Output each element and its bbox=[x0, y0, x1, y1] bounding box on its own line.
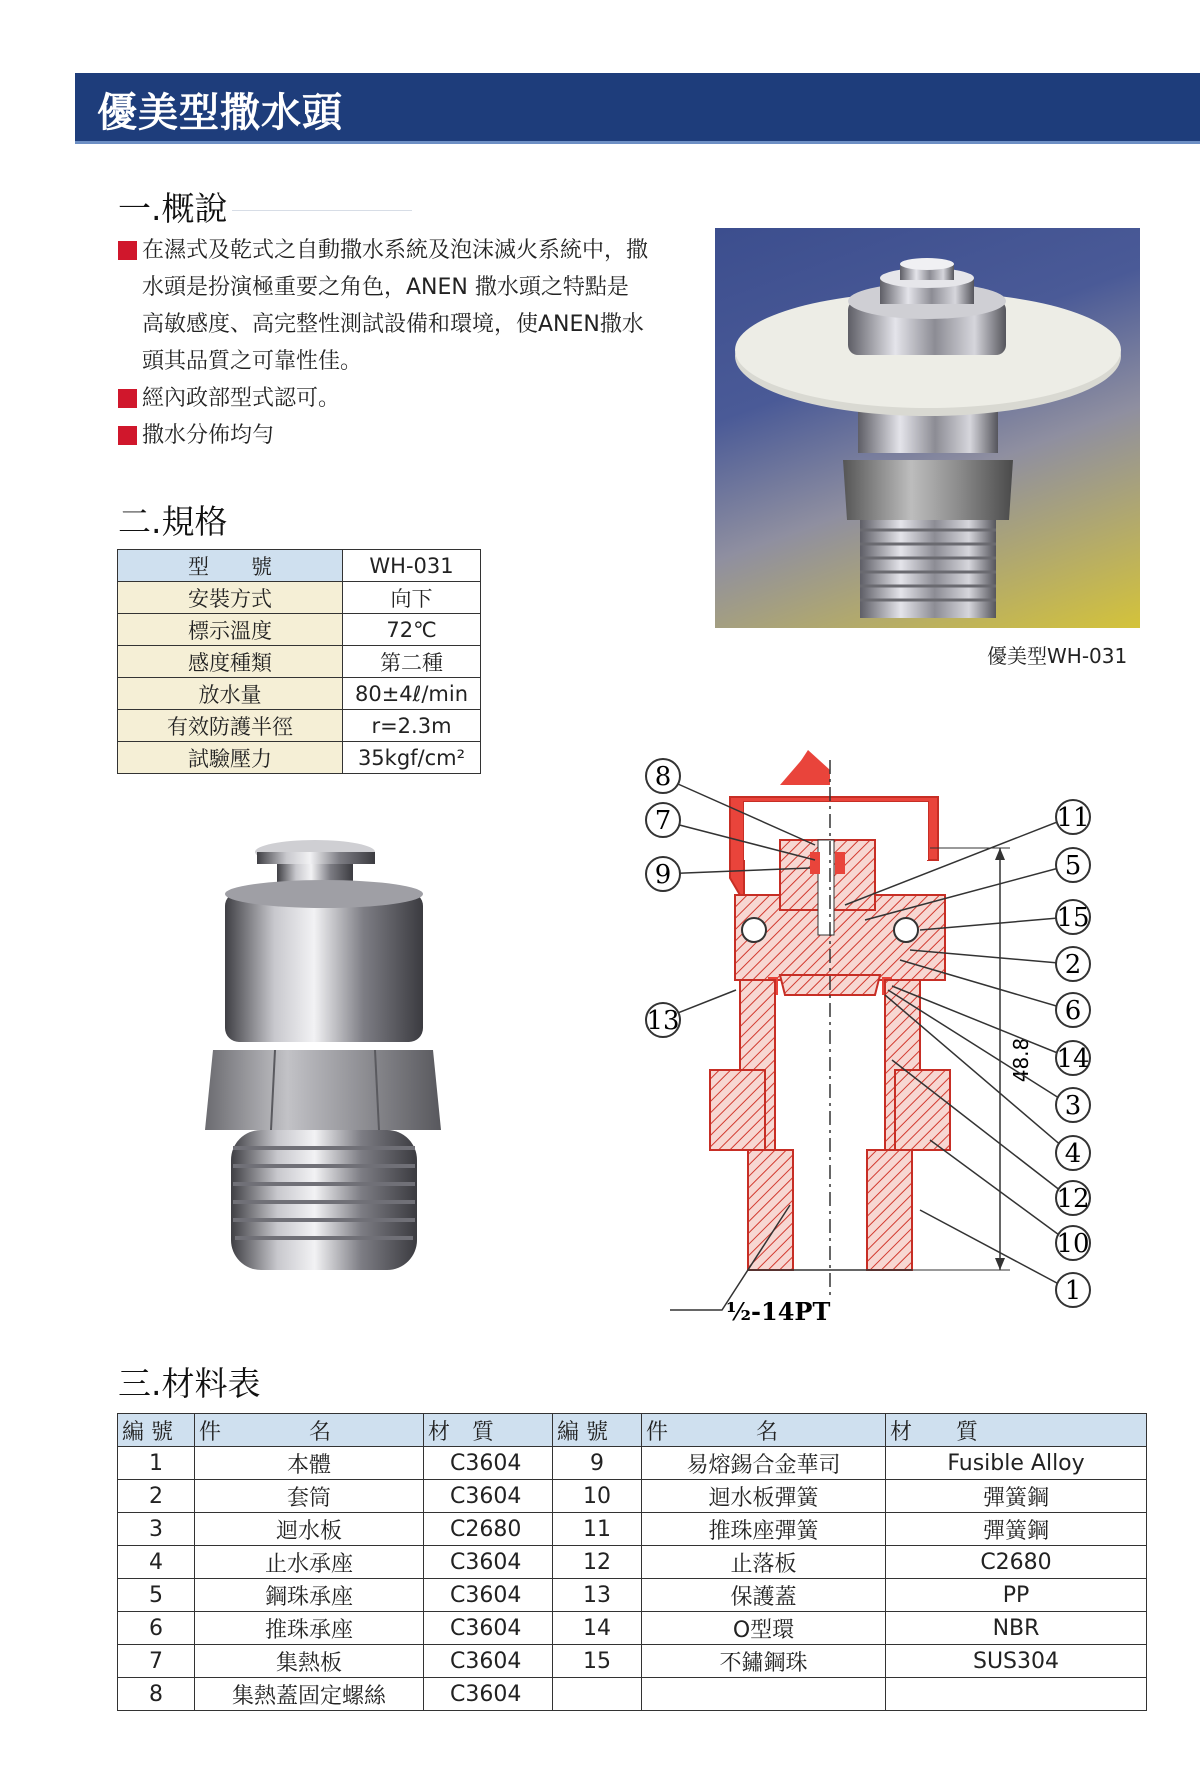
part-number: 1 bbox=[118, 1447, 195, 1480]
table-row bbox=[118, 1612, 1147, 1645]
part-name: 保護蓋 bbox=[642, 1579, 886, 1612]
column-header: 件 名 bbox=[642, 1414, 886, 1447]
specs-heading: 二.規格 bbox=[118, 502, 228, 541]
spec-value: 第二種 bbox=[343, 646, 481, 678]
spec-label: 型 號 bbox=[118, 550, 343, 582]
part-number: 11 bbox=[553, 1513, 642, 1546]
table-row bbox=[118, 742, 481, 774]
part-tag: 14 bbox=[1056, 1044, 1090, 1074]
title-banner bbox=[75, 73, 1200, 144]
part-number: 10 bbox=[553, 1480, 642, 1513]
part-tag: 4 bbox=[1064, 1139, 1082, 1169]
spec-label: 試驗壓力 bbox=[118, 742, 343, 774]
table-header-row bbox=[118, 1414, 1147, 1447]
table-row bbox=[118, 614, 481, 646]
part-name: 迴水板 bbox=[195, 1513, 424, 1546]
part-name: 推珠座彈簧 bbox=[642, 1513, 886, 1546]
photo-caption: 優美型WH-031 bbox=[987, 644, 1128, 668]
part-material: C3604 bbox=[424, 1447, 553, 1480]
red-square-bullet-icon bbox=[118, 426, 137, 445]
part-name: 止落板 bbox=[642, 1546, 886, 1579]
column-header: 材 質 bbox=[886, 1414, 1147, 1447]
column-header: 件 名 bbox=[195, 1414, 424, 1447]
bullet-item: 在濕式及乾式之自動撒水系統及泡沫滅火系統中，撒水頭是扮演極重要之角色，ANEN 撒水頭之特點是高敏感度、高完整性測試設備和環境，使ANEN撒水頭其品質之可靠性佳。 bbox=[118, 232, 648, 380]
part-tag: 6 bbox=[1064, 996, 1082, 1026]
part-material: SUS304 bbox=[886, 1645, 1147, 1678]
part-material: C3604 bbox=[424, 1612, 553, 1645]
table-row bbox=[118, 1645, 1147, 1678]
red-square-bullet-icon bbox=[118, 389, 137, 408]
part-number: 8 bbox=[118, 1678, 195, 1711]
materials-heading: 三.材料表 bbox=[118, 1364, 261, 1403]
part-material: C3604 bbox=[424, 1645, 553, 1678]
spec-table bbox=[117, 549, 481, 774]
height-dimension-label: 48.8 bbox=[1009, 1037, 1033, 1083]
part-tag: 11 bbox=[1056, 803, 1090, 833]
part-name bbox=[642, 1678, 886, 1711]
spec-label: 安裝方式 bbox=[118, 582, 343, 614]
red-square-bullet-icon bbox=[118, 241, 137, 260]
part-name: 迴水板彈簧 bbox=[642, 1480, 886, 1513]
page-title: 優美型撒水頭 bbox=[97, 90, 343, 136]
part-tag: 15 bbox=[1056, 903, 1090, 933]
part-name: 推珠承座 bbox=[195, 1612, 424, 1645]
table-row bbox=[118, 1480, 1147, 1513]
spec-value: r=2.3m bbox=[343, 710, 481, 742]
part-number: 13 bbox=[553, 1579, 642, 1612]
part-material: Fusible Alloy bbox=[886, 1447, 1147, 1480]
part-name: 集熱蓋固定螺絲 bbox=[195, 1678, 424, 1711]
part-name: 易熔錫合金華司 bbox=[642, 1447, 886, 1480]
part-material bbox=[886, 1678, 1147, 1711]
part-number: 3 bbox=[118, 1513, 195, 1546]
overview-heading: 一.概說 bbox=[118, 183, 412, 230]
part-number: 12 bbox=[553, 1546, 642, 1579]
table-row bbox=[118, 678, 481, 710]
part-tag: 7 bbox=[654, 806, 672, 836]
spec-value: 80±4ℓ/min bbox=[343, 678, 481, 710]
part-name: 集熱板 bbox=[195, 1645, 424, 1678]
materials-table bbox=[117, 1413, 1147, 1711]
table-row bbox=[118, 710, 481, 742]
table-row bbox=[118, 1546, 1147, 1579]
part-number: 4 bbox=[118, 1546, 195, 1579]
overview-bullets bbox=[118, 232, 648, 454]
part-tag: 5 bbox=[1064, 851, 1082, 881]
part-number: 7 bbox=[118, 1645, 195, 1678]
part-number bbox=[553, 1678, 642, 1711]
column-header: 編 號 bbox=[553, 1414, 642, 1447]
part-tag: 3 bbox=[1064, 1091, 1082, 1121]
part-tag: 8 bbox=[654, 762, 672, 792]
part-number: 9 bbox=[553, 1447, 642, 1480]
part-name: O型環 bbox=[642, 1612, 886, 1645]
product-photo bbox=[715, 228, 1140, 628]
thread-spec-label: ½-14PT bbox=[726, 1297, 831, 1326]
part-name: 套筒 bbox=[195, 1480, 424, 1513]
part-name: 止水承座 bbox=[195, 1546, 424, 1579]
spec-label: 放水量 bbox=[118, 678, 343, 710]
bullet-item: 經內政部型式認可。 bbox=[118, 380, 648, 417]
part-tag: 1 bbox=[1064, 1276, 1082, 1306]
table-row bbox=[118, 1447, 1147, 1480]
spec-value: WH-031 bbox=[343, 550, 481, 582]
part-material: C3604 bbox=[424, 1546, 553, 1579]
table-row bbox=[118, 1579, 1147, 1612]
table-row bbox=[118, 1513, 1147, 1546]
spec-value: 35kgf/cm² bbox=[343, 742, 481, 774]
column-header: 編 號 bbox=[118, 1414, 195, 1447]
spec-label: 標示溫度 bbox=[118, 614, 343, 646]
table-row bbox=[118, 646, 481, 678]
part-material: C3604 bbox=[424, 1579, 553, 1612]
part-tag: 10 bbox=[1056, 1229, 1090, 1259]
part-number: 15 bbox=[553, 1645, 642, 1678]
part-material: C3604 bbox=[424, 1480, 553, 1513]
column-header: 材 質 bbox=[424, 1414, 553, 1447]
part-tag: 12 bbox=[1056, 1184, 1090, 1214]
bullet-item: 撒水分佈均勻 bbox=[118, 417, 648, 454]
spec-label: 有效防護半徑 bbox=[118, 710, 343, 742]
part-material: PP bbox=[886, 1579, 1147, 1612]
table-row bbox=[118, 582, 481, 614]
part-material: 彈簧鋼 bbox=[886, 1480, 1147, 1513]
part-number: 5 bbox=[118, 1579, 195, 1612]
part-material: C2680 bbox=[424, 1513, 553, 1546]
spec-value: 向下 bbox=[343, 582, 481, 614]
right-part-tags bbox=[1056, 800, 1090, 1307]
spec-label: 感度種類 bbox=[118, 646, 343, 678]
cross-section-diagram bbox=[630, 740, 1110, 1340]
part-tag: 13 bbox=[646, 1006, 680, 1036]
part-number: 14 bbox=[553, 1612, 642, 1645]
part-tag: 2 bbox=[1064, 950, 1082, 980]
part-number: 6 bbox=[118, 1612, 195, 1645]
part-material: NBR bbox=[886, 1612, 1147, 1645]
part-material: C2680 bbox=[886, 1546, 1147, 1579]
part-name: 鋼珠承座 bbox=[195, 1579, 424, 1612]
table-row bbox=[118, 550, 481, 582]
spec-value: 72℃ bbox=[343, 614, 481, 646]
part-name: 本體 bbox=[195, 1447, 424, 1480]
part-material: C3604 bbox=[424, 1678, 553, 1711]
part-number: 2 bbox=[118, 1480, 195, 1513]
sprinkler-body-photo bbox=[205, 830, 445, 1280]
part-material: 彈簧鋼 bbox=[886, 1513, 1147, 1546]
part-tag: 9 bbox=[654, 860, 672, 890]
table-row bbox=[118, 1678, 1147, 1711]
part-name: 不鏽鋼珠 bbox=[642, 1645, 886, 1678]
left-part-tags bbox=[646, 759, 680, 1037]
